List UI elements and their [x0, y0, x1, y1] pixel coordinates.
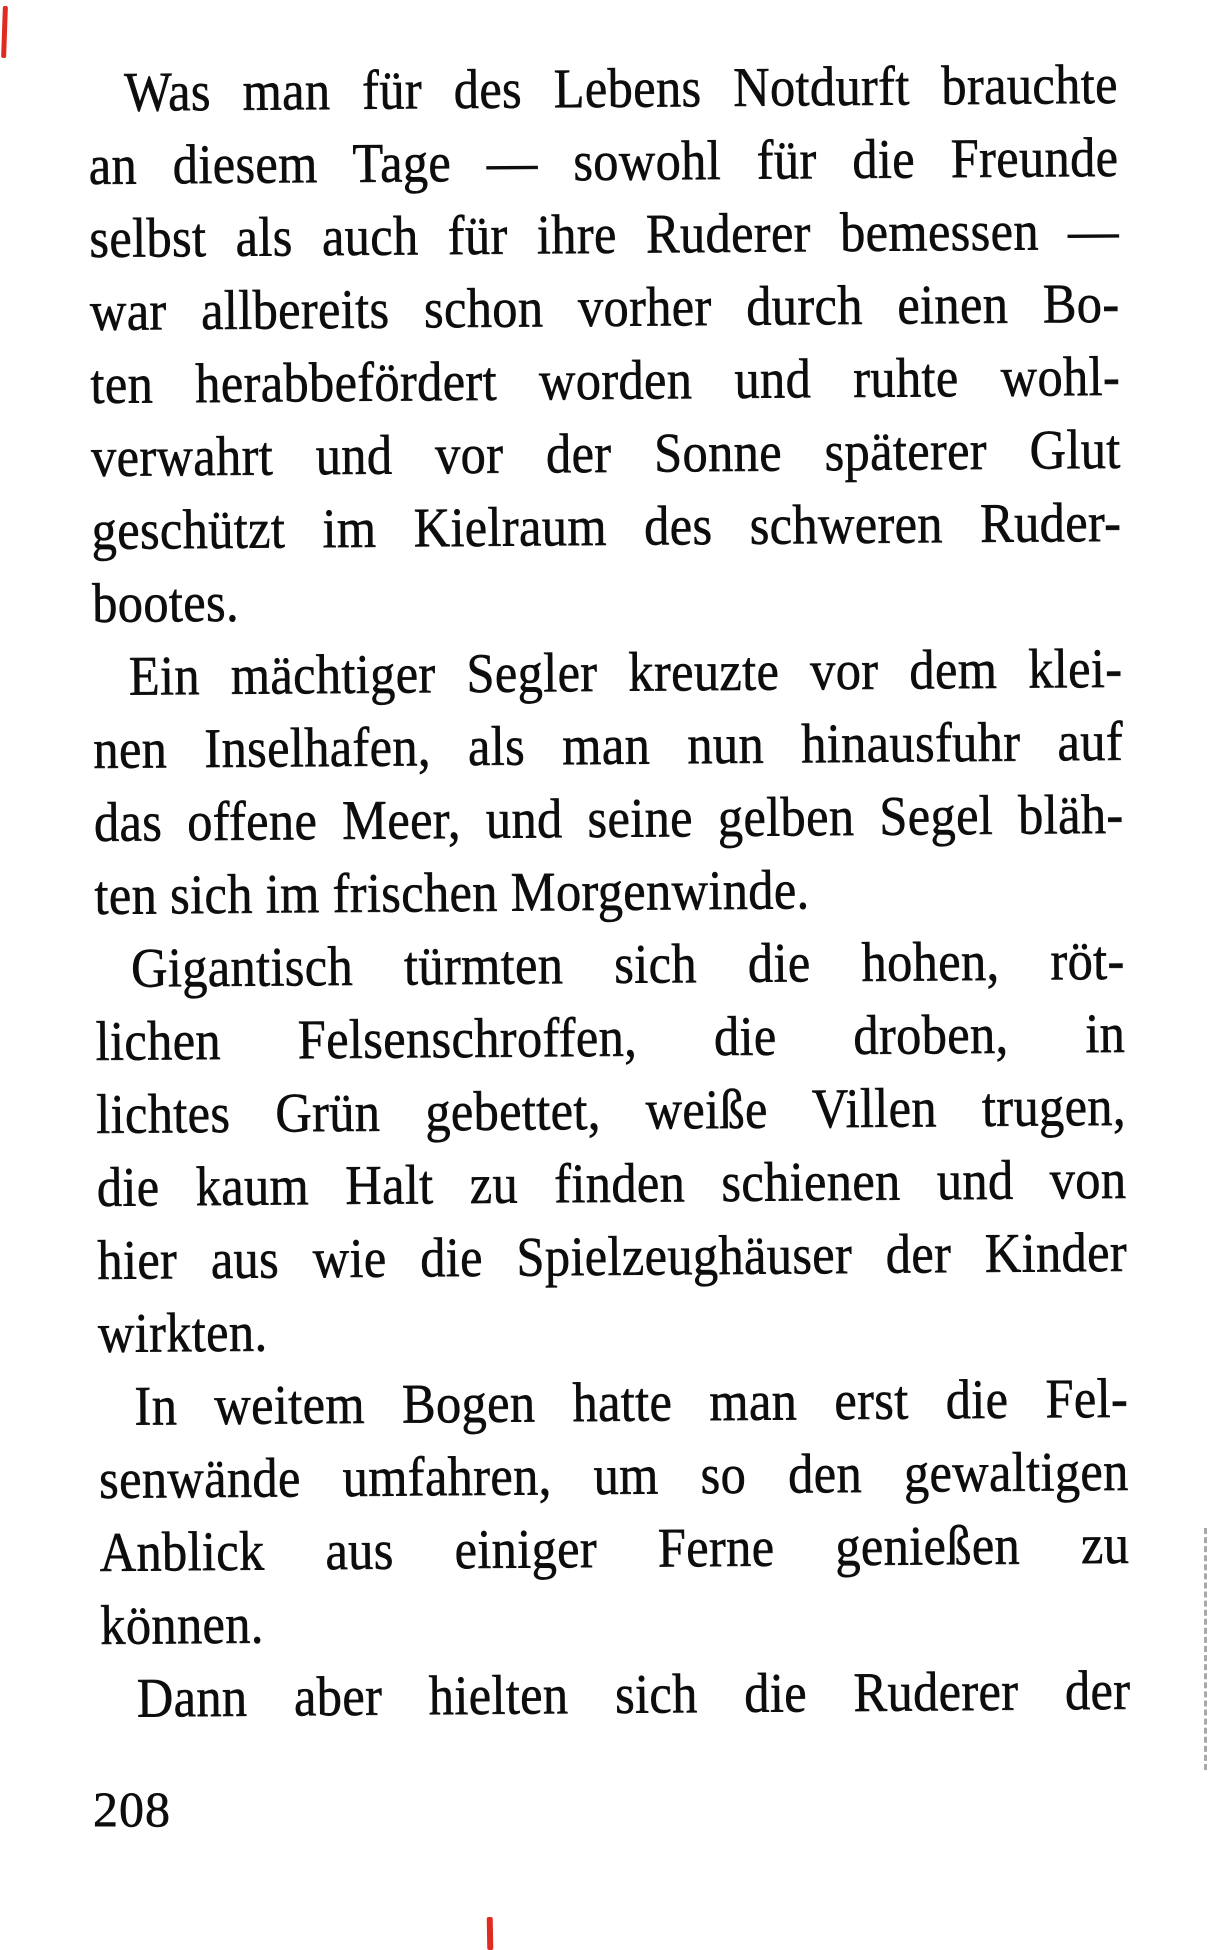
body-text-block — [88, 48, 1220, 1736]
text-line: die kaum Halt zu finden schienen und von — [96, 1148, 1127, 1219]
paragraph — [88, 48, 1220, 641]
text-line: Anblick aus einiger Ferne genießen zu — [99, 1513, 1130, 1584]
text-line: Was man für des Lebens Notdurft brauchte — [123, 53, 1119, 124]
text-line: das offene Meer, und seine gelben Segel bläh- — [93, 783, 1124, 855]
text-line: wirkten. — [97, 1301, 268, 1365]
text-line: lichtes Grün gebettet, weiße Villen trugen, — [95, 1075, 1127, 1146]
text-line: lichen Felsenschroffen, die droben, in — [95, 1002, 1126, 1073]
text-line: an diesem Tage — sowohl für die Freunde — [88, 126, 1119, 198]
text-line: Ein mächtiger Segler kreuzte vor dem klei- — [128, 637, 1123, 708]
text-line: bootes. — [91, 571, 240, 636]
text-line: In weitem Bogen hatte man erst die Fel- — [134, 1367, 1129, 1438]
paragraph — [98, 1362, 1220, 1663]
margin-dash-mark — [1204, 1528, 1207, 1770]
text-line: nen Inselhafen, als man nun hinausfuhr auf — [93, 710, 1124, 782]
paragraph — [95, 924, 1220, 1371]
red-scan-mark-bottom — [487, 1917, 494, 1950]
text-line: senwände umfahren, um so den gewaltigen — [98, 1440, 1129, 1511]
text-line: selbst als auch für ihre Ruderer bemessen — — [89, 199, 1120, 271]
text-line: Gigantisch türmten sich die hohen, röt- — [130, 929, 1125, 1000]
page-number: 208 — [93, 1781, 171, 1837]
text-line: hier aus wie die Spielzeughäuser der Kinder — [97, 1221, 1128, 1292]
text-line: ten herabbefördert worden und ruhte wohl- — [90, 345, 1121, 417]
text-line: geschützt im Kielraum des schweren Ruder- — [91, 491, 1122, 563]
text-line: Dann aber hielten sich die Ruderer der — [136, 1659, 1131, 1730]
paragraph — [93, 632, 1220, 933]
text-line: können. — [100, 1593, 264, 1657]
paragraph — [101, 1654, 1220, 1736]
text-line: war allbereits schon vorher durch einen Bo- — [89, 272, 1120, 344]
text-line: verwahrt und vor der Sonne späterer Glut — [90, 418, 1121, 490]
red-scan-mark-top — [1, 6, 8, 58]
text-line: ten sich im frischen Morgenwinde. — [94, 859, 810, 928]
